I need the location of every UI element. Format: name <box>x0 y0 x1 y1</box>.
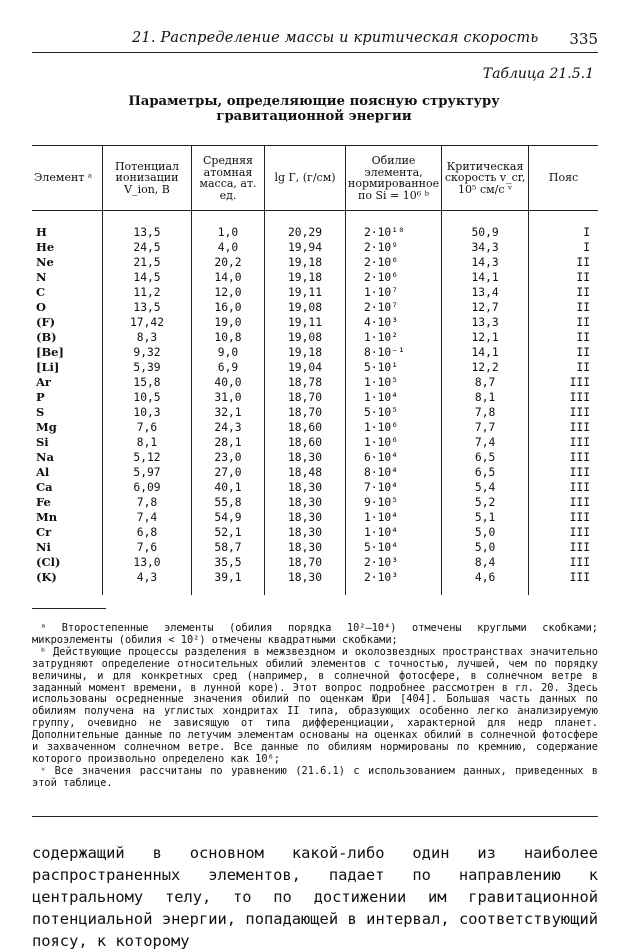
table-row <box>32 525 598 540</box>
page-number: 335 <box>569 30 598 48</box>
table-cell: 18,30 <box>265 525 346 540</box>
column-header: Потенциал ионизации V_ion, В <box>103 146 192 211</box>
table-cell: III <box>529 465 598 480</box>
table-cell: 2·10⁶ <box>346 270 442 285</box>
table-cell: 7,4 <box>103 510 192 525</box>
table-row <box>32 330 598 345</box>
table-cell: 18,48 <box>265 465 346 480</box>
table-cell: 18,70 <box>265 555 346 570</box>
table-cell: 13,4 <box>442 285 529 300</box>
table-cell: 13,3 <box>442 315 529 330</box>
table-cell: 2·10¹⁰ <box>346 211 442 241</box>
column-header: Элемент ᵃ <box>32 146 103 211</box>
table-cell: 8,1 <box>442 390 529 405</box>
table-cell: 19,08 <box>265 300 346 315</box>
table-cell: 6,9 <box>192 360 265 375</box>
table-cell: 5·10¹ <box>346 360 442 375</box>
table-cell: Ar <box>36 375 51 389</box>
table-row <box>32 240 598 255</box>
table-cell: Na <box>36 450 54 464</box>
table-cell: 24,5 <box>103 240 192 255</box>
table-cell: P <box>36 390 45 404</box>
table-cell: 52,1 <box>192 525 265 540</box>
table-cell: 5,4 <box>442 480 529 495</box>
table-cell: (F) <box>36 315 56 329</box>
body-text <box>32 842 598 952</box>
table-cell: 19,94 <box>265 240 346 255</box>
table-cell: 1·10⁶ <box>346 420 442 435</box>
table-cell: 18,30 <box>265 495 346 510</box>
table-cell: 18,60 <box>265 420 346 435</box>
body-paragraph: содержащий в основном какой-либо один из наиболее распространенных элементов, падает по направлению к центральному телу, то по достижении им гравитационной потенциальной энергии, попадающей в интервал, соответствующий поясу, к которому <box>32 844 598 950</box>
table-cell: III <box>529 555 598 570</box>
table-cell: 2·10³ <box>346 555 442 570</box>
running-head <box>32 30 598 53</box>
table-cell: 19,08 <box>265 330 346 345</box>
table-cell: N <box>36 270 47 284</box>
table-cell: III <box>529 540 598 555</box>
table-cell: 1,0 <box>192 211 265 241</box>
table-label: Таблица 21.5.1 <box>482 66 594 82</box>
table-cell: III <box>529 525 598 540</box>
table-row <box>32 420 598 435</box>
table-cell: 23,0 <box>192 450 265 465</box>
table-cell: II <box>529 255 598 270</box>
table-cell: 19,18 <box>265 270 346 285</box>
table-cell: 8,3 <box>103 330 192 345</box>
table-row <box>32 480 598 495</box>
table-cell: 18,30 <box>265 510 346 525</box>
table-cell: 14,5 <box>103 270 192 285</box>
table-title <box>0 94 628 124</box>
table-cell: III <box>529 390 598 405</box>
table-cell: 11,2 <box>103 285 192 300</box>
table-cell: 27,0 <box>192 465 265 480</box>
table-row <box>32 390 598 405</box>
table-cell: 13,5 <box>103 300 192 315</box>
table-cell: 5,1 <box>442 510 529 525</box>
table-cell: S <box>36 405 45 419</box>
table-cell: II <box>529 345 598 360</box>
column-header: Обилие элемента, нормированное по Si = 10⁶ ᵇ <box>346 146 442 211</box>
table-cell: 1·10⁴ <box>346 390 442 405</box>
table-cell: 6·10⁴ <box>346 450 442 465</box>
table-cell: III <box>529 405 598 420</box>
table-row <box>32 555 598 570</box>
table-cell: Ne <box>36 255 54 269</box>
table-cell: 6,5 <box>442 450 529 465</box>
table-row <box>32 435 598 450</box>
table-cell: 2·10⁹ <box>346 240 442 255</box>
table-cell: 1·10² <box>346 330 442 345</box>
table-cell: 7,6 <box>103 420 192 435</box>
table-cell: 13,0 <box>103 555 192 570</box>
table-cell: He <box>36 240 55 254</box>
table-cell: Fe <box>36 495 51 509</box>
table-cell: 20,2 <box>192 255 265 270</box>
table-cell: 9,0 <box>192 345 265 360</box>
table-cell: 21,5 <box>103 255 192 270</box>
table-cell: 18,70 <box>265 405 346 420</box>
table-cell: 6,09 <box>103 480 192 495</box>
table-row <box>32 375 598 390</box>
table-row <box>32 510 598 525</box>
header-row <box>32 146 598 211</box>
table-cell: 17,42 <box>103 315 192 330</box>
table-cell: 39,1 <box>192 570 265 595</box>
table-cell: 16,0 <box>192 300 265 315</box>
table-cell: 19,18 <box>265 345 346 360</box>
table-cell: 4,6 <box>442 570 529 595</box>
table-cell: I <box>529 211 598 241</box>
table-cell: II <box>529 270 598 285</box>
table-cell: III <box>529 375 598 390</box>
table-cell: 4·10³ <box>346 315 442 330</box>
table-cell: 7,6 <box>103 540 192 555</box>
table-cell: 58,7 <box>192 540 265 555</box>
table-cell: 10,8 <box>192 330 265 345</box>
table-cell: O <box>36 300 47 314</box>
table-cell: III <box>529 420 598 435</box>
table-cell: III <box>529 570 598 595</box>
table-cell: I <box>529 240 598 255</box>
table-cell: Mn <box>36 510 58 524</box>
table-cell: 14,0 <box>192 270 265 285</box>
footnote-c: ᵛ Все значения рассчитаны по уравнению (21.6.1) с использованием данных, приведенных в этой таблице. <box>32 764 598 789</box>
table-cell: 5·10⁴ <box>346 540 442 555</box>
table-cell: 35,5 <box>192 555 265 570</box>
table-cell: 28,1 <box>192 435 265 450</box>
table-cell: 8·10⁴ <box>346 465 442 480</box>
table-cell: (K) <box>36 570 57 584</box>
table-cell: 5·10⁵ <box>346 405 442 420</box>
table-cell: 7,8 <box>442 405 529 420</box>
table-cell: 13,5 <box>103 211 192 241</box>
data-table <box>32 145 598 595</box>
table-cell: 4,0 <box>192 240 265 255</box>
table-cell: III <box>529 510 598 525</box>
table-row <box>32 495 598 510</box>
table-row <box>32 405 598 420</box>
table-cell: 1·10⁴ <box>346 525 442 540</box>
table-cell: 40,1 <box>192 480 265 495</box>
table-cell: 5,0 <box>442 540 529 555</box>
table-cell: 1·10⁶ <box>346 435 442 450</box>
table-cell: 55,8 <box>192 495 265 510</box>
table-cell: 8,7 <box>442 375 529 390</box>
table-cell: 54,9 <box>192 510 265 525</box>
table-cell: II <box>529 315 598 330</box>
footnote-rule <box>32 608 106 609</box>
table-cell: 34,3 <box>442 240 529 255</box>
table-cell: 1·10⁴ <box>346 510 442 525</box>
table-cell: 7,8 <box>103 495 192 510</box>
table-cell: II <box>529 300 598 315</box>
table-row <box>32 211 598 241</box>
column-header: lg Г, (г/см) <box>265 146 346 211</box>
column-header: Критическая скорость v_cr, 10⁵ см/с ᵛ <box>442 146 529 211</box>
table-cell: 5,39 <box>103 360 192 375</box>
table-cell: 50,9 <box>442 211 529 241</box>
table-cell: 14,1 <box>442 270 529 285</box>
table-cell: [Li] <box>36 360 60 374</box>
table-cell: 24,3 <box>192 420 265 435</box>
table-cell: 19,11 <box>265 315 346 330</box>
table-cell: 19,04 <box>265 360 346 375</box>
table-cell: 7·10⁴ <box>346 480 442 495</box>
table-cell: 4,3 <box>103 570 192 595</box>
table-cell: 14,1 <box>442 345 529 360</box>
column-header: Пояс <box>529 146 598 211</box>
table-cell: 8,1 <box>103 435 192 450</box>
table-cell: 18,78 <box>265 375 346 390</box>
table-cell: 12,0 <box>192 285 265 300</box>
table-cell: 2·10⁶ <box>346 255 442 270</box>
table-cell: 7,4 <box>442 435 529 450</box>
section-rule <box>32 816 598 817</box>
footnote-b: ᵇ Действующие процессы разделения в межзвездном и околозвездных пространствах значительно затрудняют определение относительных обилий элементов с точностью, лучшей, чем по порядку величины, и для конкретных сред (например, в солнечной фотосфере, в солнечном ветре в заданный момент времени, в лунной коре). Этот вопрос подробнее рассмотрен в гл. 20. Здесь использованы осредненные значения обилий по оценкам Юри [404]. Большая часть данных по обилиям получена на углистых хондритах II типа, образующих особенно легко анализируемую группу, очевидно не зависящую от типа дифференциации, характерной для недр планет. Дополнительные данные по летучим элементам основаны на оценках обилий в солнечной фотосфере и захваченном солнечном ветре. Все данные по обилиям нормированы по кремнию, содержание которого произвольно определено как 10⁶; <box>32 645 598 765</box>
table-cell: Si <box>36 435 49 449</box>
table-cell: 5,2 <box>442 495 529 510</box>
table-cell: 6,8 <box>103 525 192 540</box>
table-cell: 5,97 <box>103 465 192 480</box>
table-cell: 14,3 <box>442 255 529 270</box>
table-row <box>32 360 598 375</box>
table-cell: III <box>529 435 598 450</box>
table-row <box>32 270 598 285</box>
table-cell: 12,7 <box>442 300 529 315</box>
table-cell: 5,0 <box>442 525 529 540</box>
table-cell: 9·10⁵ <box>346 495 442 510</box>
table-cell: 20,29 <box>265 211 346 241</box>
table-cell: Mg <box>36 420 57 434</box>
table-cell: 19,0 <box>192 315 265 330</box>
table-cell: 32,1 <box>192 405 265 420</box>
table-cell: 2·10⁷ <box>346 300 442 315</box>
table-cell: II <box>529 285 598 300</box>
table-cell: 10,3 <box>103 405 192 420</box>
table-cell: 12,2 <box>442 360 529 375</box>
table-cell: 15,8 <box>103 375 192 390</box>
table-cell: 18,30 <box>265 570 346 595</box>
table-cell: Ni <box>36 540 51 554</box>
table-cell: 8,4 <box>442 555 529 570</box>
table-row <box>32 285 598 300</box>
table-cell: Al <box>36 465 50 479</box>
table-cell: 9,32 <box>103 345 192 360</box>
table-row <box>32 345 598 360</box>
table-cell: H <box>36 225 47 239</box>
table-cell: 1·10⁵ <box>346 375 442 390</box>
column-header: Средняя атомная масса, ат. ед. <box>192 146 265 211</box>
table-cell: III <box>529 450 598 465</box>
table-cell: 7,7 <box>442 420 529 435</box>
table-row <box>32 540 598 555</box>
table-row <box>32 300 598 315</box>
table-cell: 12,1 <box>442 330 529 345</box>
table-row <box>32 450 598 465</box>
footnote-a: ᵃ Второстепенные элементы (обилия порядка 10²—10⁴) отмечены круглыми скобками; микроэлементы (обилия < 10²) отмечены квадратными скобками; <box>32 622 598 646</box>
table-cell: (B) <box>36 330 57 344</box>
table-cell: 40,0 <box>192 375 265 390</box>
table-cell: 8·10⁻¹ <box>346 345 442 360</box>
table-cell: 6,5 <box>442 465 529 480</box>
table-cell: III <box>529 480 598 495</box>
table-cell: 18,60 <box>265 435 346 450</box>
table-cell: 10,5 <box>103 390 192 405</box>
table-row <box>32 465 598 480</box>
table-cell: Ca <box>36 480 53 494</box>
table-cell: [Be] <box>36 345 64 359</box>
table-title-line-2: гравитационной энергии <box>216 109 412 124</box>
table-cell: III <box>529 495 598 510</box>
table-cell: 18,30 <box>265 480 346 495</box>
table-title-line-1: Параметры, определяющие поясную структуру <box>128 94 500 109</box>
table-cell: C <box>36 285 46 299</box>
table-row <box>32 570 598 595</box>
running-head-title: 21. Распределение массы и критическая скорость <box>132 30 539 46</box>
table-cell: II <box>529 330 598 345</box>
footnotes <box>32 623 598 790</box>
table-row <box>32 255 598 270</box>
table-cell: (Cl) <box>36 555 61 569</box>
table-cell: Cr <box>36 525 52 539</box>
table-cell: 18,30 <box>265 540 346 555</box>
table-cell: 5,12 <box>103 450 192 465</box>
table-cell: 2·10³ <box>346 570 442 595</box>
table-cell: 19,18 <box>265 255 346 270</box>
table-row <box>32 315 598 330</box>
table-cell: II <box>529 360 598 375</box>
table-cell: 19,11 <box>265 285 346 300</box>
table-cell: 1·10⁷ <box>346 285 442 300</box>
table-cell: 18,70 <box>265 390 346 405</box>
table-cell: 31,0 <box>192 390 265 405</box>
table-cell: 18,30 <box>265 450 346 465</box>
